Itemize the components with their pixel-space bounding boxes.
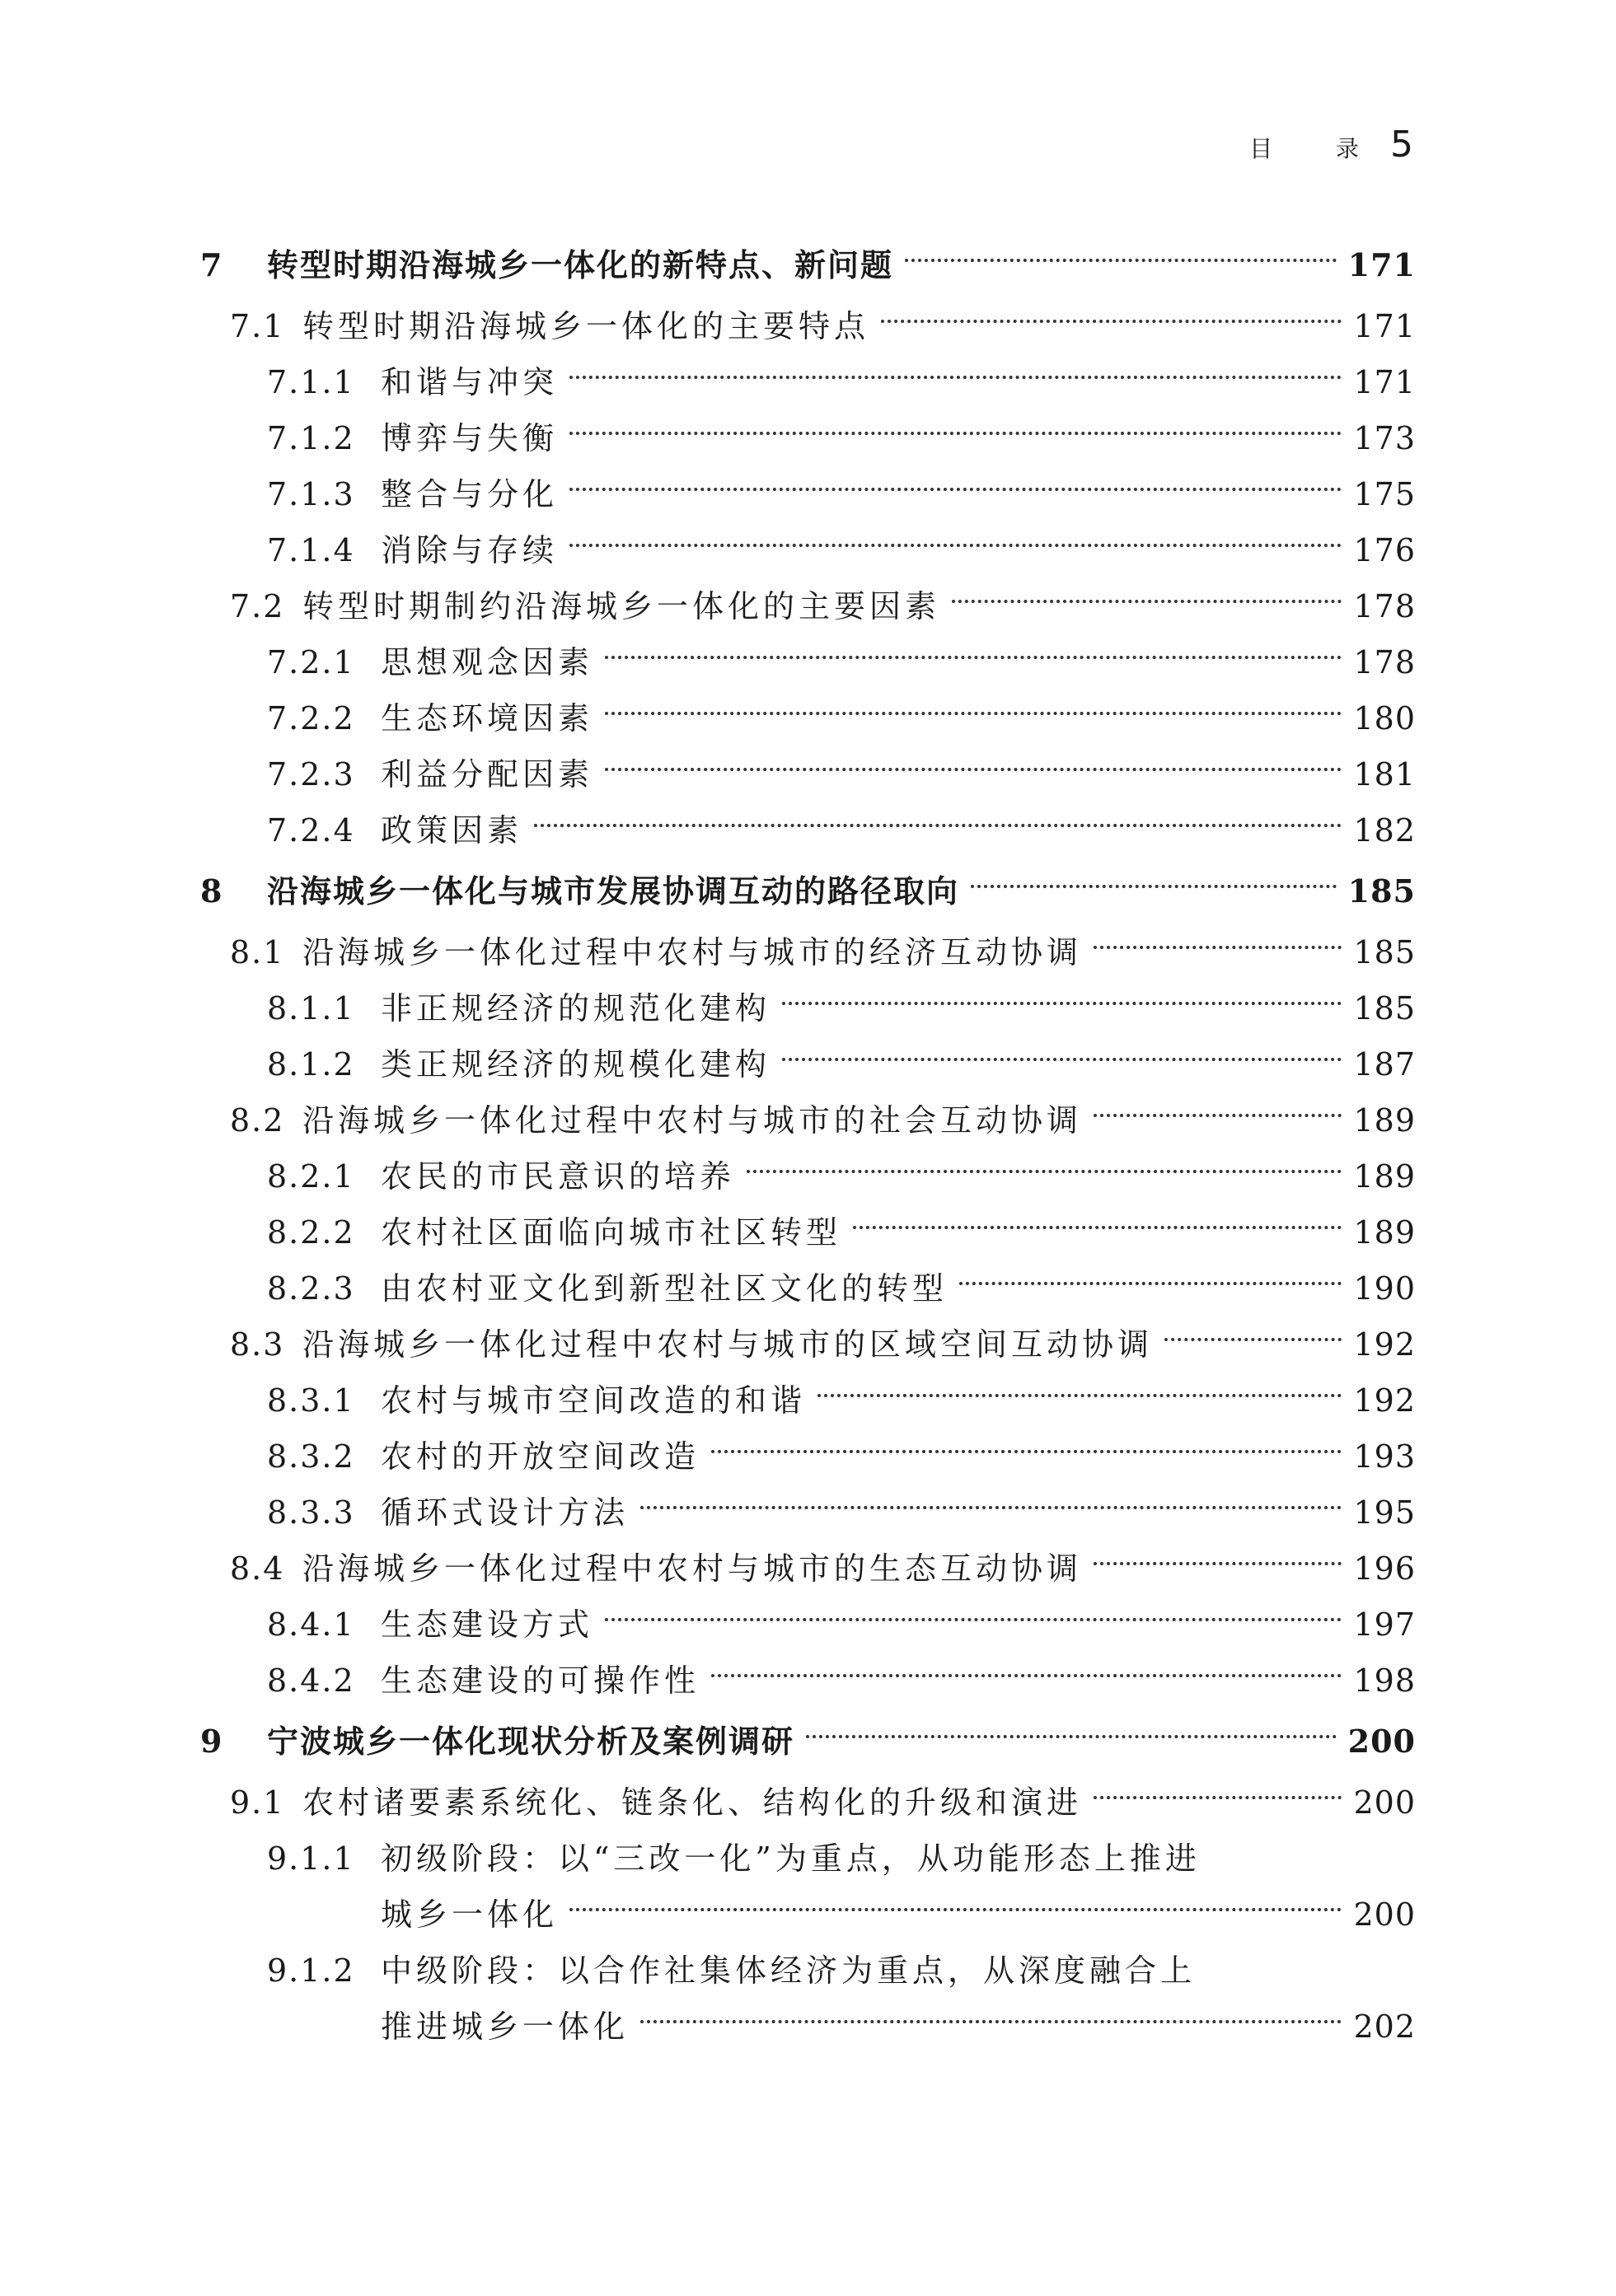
entry-number: 9.1 [230, 1784, 285, 1821]
toc-entry-chapter[interactable] [200, 858, 1416, 924]
toc-entry-sub[interactable] [200, 1036, 1416, 1092]
entry-number: 8.2.2 [267, 1214, 355, 1251]
toc-entry-sub[interactable] [200, 1372, 1416, 1429]
dot-leader [806, 1735, 1337, 1738]
table-of-contents [200, 232, 1416, 2055]
entry-number: 9.1.2 [267, 1952, 355, 1989]
entry-title: 沿海城乡一体化过程中农村与城市的经济互动协调 [302, 934, 1083, 970]
entry-page-number: 202 [1353, 2008, 1416, 2045]
entry-page-number: 185 [1353, 934, 1416, 970]
dot-leader [1094, 1796, 1342, 1799]
dot-leader [569, 544, 1342, 547]
toc-entry-section[interactable] [200, 1092, 1416, 1148]
toc-entry-sub[interactable] [200, 802, 1416, 858]
entry-page-number: 171 [1353, 308, 1416, 344]
dot-leader [1094, 946, 1342, 949]
entry-title: 思想观念因素 [381, 644, 594, 680]
entry-title: 生态建设的可操作性 [381, 1662, 700, 1699]
entry-title: 利益分配因素 [381, 756, 594, 793]
entry-page-number: 190 [1353, 1270, 1416, 1307]
toc-entry-section[interactable] [200, 298, 1416, 354]
dot-leader [817, 1394, 1342, 1397]
entry-page-number: 195 [1353, 1494, 1416, 1531]
entry-number: 7.2.1 [267, 644, 355, 680]
dot-leader [605, 1618, 1342, 1621]
entry-title: 沿海城乡一体化与城市发展协调互动的路径取向 [267, 872, 960, 910]
entry-number: 8 [200, 872, 224, 910]
entry-title: 农村的开放空间改造 [381, 1438, 700, 1475]
dot-leader [711, 1450, 1342, 1453]
entry-title: 非正规经济的规范化建构 [381, 990, 771, 1026]
header-page-number: 5 [1390, 124, 1413, 166]
toc-entry-chapter[interactable] [200, 1709, 1416, 1775]
entry-page-number: 197 [1353, 1606, 1416, 1643]
entry-title: 生态建设方式 [381, 1606, 594, 1643]
dot-leader [881, 320, 1342, 323]
toc-entry-sub[interactable] [200, 1429, 1416, 1485]
toc-entry-sub[interactable] [200, 522, 1416, 578]
entry-page-number: 192 [1353, 1382, 1416, 1419]
toc-entry-sub[interactable] [200, 980, 1416, 1036]
entry-number: 7 [200, 246, 224, 283]
entry-page-number: 200 [1353, 1784, 1416, 1821]
entry-title: 消除与存续 [381, 532, 559, 568]
toc-entry-sub[interactable] [200, 1148, 1416, 1204]
dot-leader [971, 885, 1337, 888]
dot-leader [959, 1282, 1342, 1285]
entry-page-number: 178 [1353, 644, 1416, 680]
entry-title: 沿海城乡一体化过程中农村与城市的社会互动协调 [302, 1102, 1083, 1139]
entry-page-number: 200 [1347, 1723, 1416, 1760]
toc-entry-sub[interactable] [200, 1597, 1416, 1653]
entry-number: 8.3.2 [267, 1438, 355, 1475]
entry-title: 生态环境因素 [381, 700, 594, 736]
dot-leader [569, 432, 1342, 435]
dot-leader [569, 376, 1342, 379]
entry-title: 农民的市民意识的培养 [381, 1158, 736, 1195]
entry-page-number: 181 [1353, 756, 1416, 793]
entry-number: 8.2.3 [267, 1270, 355, 1307]
dot-leader [605, 656, 1342, 659]
toc-entry-sub[interactable] [200, 1204, 1416, 1260]
entry-number: 8.1.2 [267, 1046, 355, 1083]
entry-title: 沿海城乡一体化过程中农村与城市的区域空间互动协调 [302, 1326, 1154, 1363]
toc-entry-sub[interactable] [200, 410, 1416, 466]
entry-number: 7.2.3 [267, 756, 355, 793]
entry-title: 整合与分化 [381, 476, 559, 512]
entry-title: 循环式设计方法 [381, 1494, 630, 1531]
entry-page-number: 176 [1353, 532, 1416, 568]
entry-title: 类正规经济的规模化建构 [381, 1046, 771, 1083]
entry-title: 转型时期沿海城乡一体化的主要特点 [302, 308, 870, 344]
entry-page-number: 185 [1353, 990, 1416, 1026]
entry-page-number: 192 [1353, 1326, 1416, 1363]
entry-title: 初级阶段：以“三改一化”为重点，从功能形态上推进 [381, 1840, 1201, 1877]
dot-leader [605, 768, 1342, 771]
toc-entry-sub[interactable] [200, 1260, 1416, 1316]
entry-page-number: 189 [1353, 1158, 1416, 1195]
entry-title: 博弈与失衡 [381, 420, 559, 456]
entry-page-number: 182 [1353, 812, 1416, 849]
header-label: 目 录 [1249, 135, 1387, 162]
entry-page-number: 193 [1353, 1438, 1416, 1475]
dot-leader [747, 1170, 1342, 1173]
dot-leader [569, 488, 1342, 491]
entry-number: 8.2 [230, 1102, 285, 1139]
entry-title: 转型时期制约沿海城乡一体化的主要因素 [302, 588, 941, 624]
entry-title-continuation: 城乡一体化 [381, 1896, 559, 1933]
entry-number: 8.3 [230, 1326, 285, 1363]
entry-title: 由农村亚文化到新型社区文化的转型 [381, 1270, 949, 1307]
entry-number: 7.2 [230, 588, 285, 624]
entry-page-number: 185 [1347, 872, 1416, 910]
entry-number: 7.2.4 [267, 812, 355, 849]
dot-leader [605, 712, 1342, 715]
dot-leader [853, 1226, 1342, 1229]
entry-title-continuation: 推进城乡一体化 [381, 2008, 630, 2045]
entry-page-number: 198 [1353, 1662, 1416, 1699]
toc-entry-sub[interactable] [200, 746, 1416, 802]
toc-entry-section[interactable] [200, 1316, 1416, 1372]
toc-entry-chapter[interactable] [200, 232, 1416, 298]
entry-number: 7.2.2 [267, 700, 355, 736]
entry-title: 和谐与冲突 [381, 364, 559, 400]
toc-entry-sub[interactable] [200, 1831, 1416, 1943]
dot-leader [640, 2020, 1342, 2023]
entry-number: 9 [200, 1723, 224, 1760]
entry-page-number: 171 [1347, 246, 1416, 283]
entry-number: 7.1.2 [267, 420, 355, 456]
entry-page-number: 189 [1353, 1214, 1416, 1251]
toc-entry-section[interactable] [200, 578, 1416, 634]
entry-page-number: 175 [1353, 476, 1416, 512]
entry-number: 7.1 [230, 308, 285, 344]
entry-title: 转型时期沿海城乡一体化的新特点、新问题 [267, 246, 894, 283]
entry-number: 8.2.1 [267, 1158, 355, 1195]
dot-leader [569, 1908, 1342, 1911]
entry-number: 8.4.2 [267, 1662, 355, 1699]
toc-entry-section[interactable] [200, 924, 1416, 980]
entry-title: 宁波城乡一体化现状分析及案例调研 [267, 1723, 795, 1760]
toc-entry-sub[interactable] [200, 466, 1416, 522]
entry-number: 7.1.1 [267, 364, 355, 400]
entry-page-number: 178 [1353, 588, 1416, 624]
dot-leader [1164, 1338, 1342, 1341]
toc-entry-section[interactable] [200, 1775, 1416, 1831]
entry-number: 8.4 [230, 1550, 285, 1587]
entry-title: 农村社区面临向城市社区转型 [381, 1214, 842, 1251]
entry-number: 9.1.1 [267, 1840, 355, 1877]
dot-leader [782, 1058, 1342, 1061]
toc-entry-sub[interactable] [200, 1943, 1416, 2055]
entry-title: 沿海城乡一体化过程中农村与城市的生态互动协调 [302, 1550, 1083, 1587]
toc-entry-section[interactable] [200, 1541, 1416, 1597]
toc-entry-sub[interactable] [200, 690, 1416, 746]
entry-title: 中级阶段：以合作社集体经济为重点，从深度融合上 [381, 1952, 1197, 1989]
entry-number: 8.1 [230, 934, 285, 970]
entry-page-number: 180 [1353, 700, 1416, 736]
toc-entry-sub[interactable] [200, 354, 1416, 410]
entry-number: 7.1.4 [267, 532, 355, 568]
dot-leader [711, 1674, 1342, 1677]
dot-leader [952, 600, 1342, 603]
entry-page-number: 196 [1353, 1550, 1416, 1587]
entry-title: 农村与城市空间改造的和谐 [381, 1382, 807, 1419]
entry-page-number: 187 [1353, 1046, 1416, 1083]
running-header [1249, 124, 1413, 166]
dot-leader [1094, 1562, 1342, 1565]
entry-page-number: 189 [1353, 1102, 1416, 1139]
toc-entry-sub[interactable] [200, 1653, 1416, 1709]
entry-number: 8.1.1 [267, 990, 355, 1026]
toc-entry-sub[interactable] [200, 634, 1416, 690]
entry-number: 8.4.1 [267, 1606, 355, 1643]
entry-page-number: 173 [1353, 420, 1416, 456]
toc-entry-sub[interactable] [200, 1485, 1416, 1541]
dot-leader [1094, 1114, 1342, 1117]
entry-number: 7.1.3 [267, 476, 355, 512]
dot-leader [640, 1506, 1342, 1509]
entry-number: 8.3.1 [267, 1382, 355, 1419]
dot-leader [534, 824, 1342, 827]
entry-page-number: 200 [1353, 1896, 1416, 1933]
dot-leader [905, 259, 1337, 262]
dot-leader [782, 1002, 1342, 1005]
entry-title: 农村诸要素系统化、链条化、结构化的升级和演进 [302, 1784, 1083, 1821]
entry-title: 政策因素 [381, 812, 523, 849]
entry-page-number: 171 [1353, 364, 1416, 400]
entry-number: 8.3.3 [267, 1494, 355, 1531]
